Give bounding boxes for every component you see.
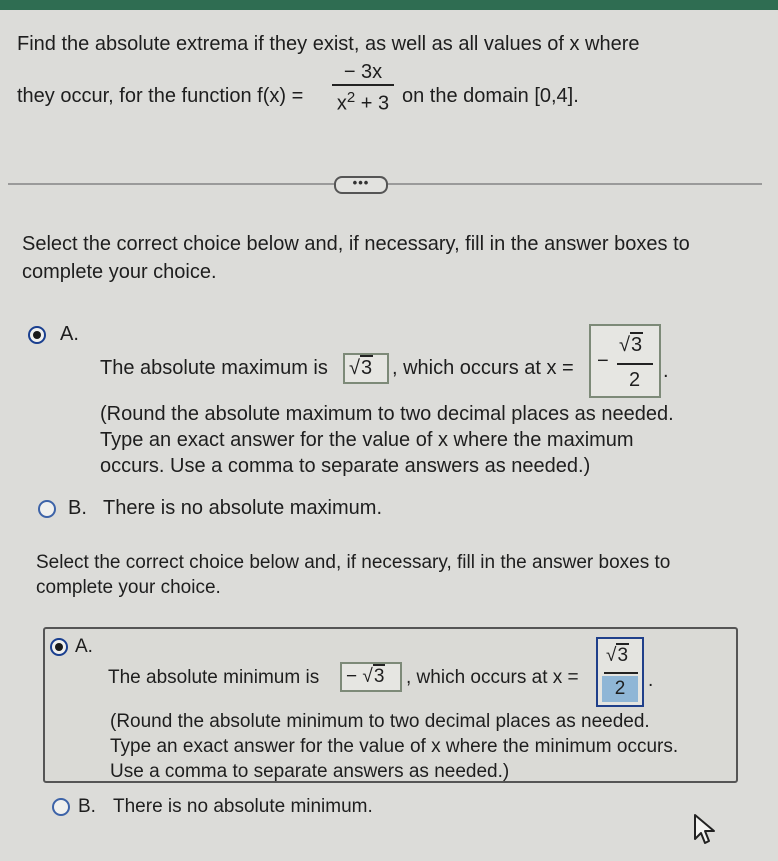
max-answer-prefix: The absolute maximum is [100,357,328,379]
min-instruction-line-1: Select the correct choice below and, if necessary, fill in the answer boxes to [36,552,671,573]
sqrt-icon: √ [362,666,373,687]
max-x-fraction-bar [617,363,653,365]
min-x-input[interactable] [596,637,644,707]
min-option-b-text[interactable]: There is no absolute minimum. [113,796,373,817]
min-option-a-label: A. [75,636,93,657]
min-note-line-2: Type an exact answer for the value of x where the minimum occurs. [110,736,679,757]
question-line-2-suffix: on the domain [0,4]. [402,85,579,107]
max-note-line-1: (Round the absolute maximum to two decimal places as needed. [100,403,674,425]
max-note-line-3: occurs. Use a comma to separate answers as needed.) [100,455,591,477]
max-x-input[interactable] [589,324,661,398]
divider-right [384,183,762,185]
max-option-b-text[interactable]: There is no absolute maximum. [103,497,383,519]
max-instruction-line-2: complete your choice. [22,261,217,283]
min-x-fraction-bar [604,672,638,674]
min-x-suffix: . [648,670,654,691]
max-x-suffix: . [663,360,669,382]
min-value-input[interactable] [340,662,402,692]
min-note-line-3: Use a comma to separate answers as needed.) [110,761,510,782]
min-x-numerator: √3 [606,645,629,666]
top-accent-bar [0,0,778,10]
function-exponent: 2 [346,89,356,106]
function-numerator: − 3x [343,61,383,83]
min-option-b-label: B. [78,796,96,817]
sqrt-icon: √ [606,645,617,666]
function-fraction [330,60,396,116]
min-x-denominator: 2 [602,676,638,702]
sqrt-icon: √ [619,334,630,356]
max-value-input[interactable] [343,353,389,384]
max-instruction-line-1: Select the correct choice below and, if necessary, fill in the answer boxes to [22,233,690,255]
max-option-b-label: B. [68,497,87,519]
mouse-pointer-icon [692,812,722,846]
min-value-sign: − [346,666,358,687]
max-x-sign: − [597,350,609,372]
max-x-numerator: √3 [619,334,643,356]
max-option-a-radio[interactable] [28,326,46,344]
divider-left [8,183,334,185]
question-line-2-prefix: they occur, for the function f(x) = [17,85,304,107]
function-denominator: $x^2 + 3$ [336,89,390,115]
max-x-denominator: 2 [629,369,641,391]
sqrt-icon: √ [349,357,360,379]
max-note-line-2: Type an exact answer for the value of x where the maximum [100,429,634,451]
max-option-a-label: A. [60,323,79,345]
question-line-1: Find the absolute extrema if they exist, as well as all values of x where [17,33,640,55]
min-answer-mid: , which occurs at x = [406,667,579,688]
min-note-line-1: (Round the absolute minimum to two decimal places as needed. [110,711,650,732]
min-option-a-radio[interactable] [50,638,68,656]
min-value-radicand: 3 [373,666,385,687]
expand-button[interactable]: ••• [334,176,388,194]
max-value-radicand: 3 [360,357,373,379]
max-option-b-radio[interactable] [38,500,56,518]
min-instruction-line-2: complete your choice. [36,577,221,598]
max-answer-mid: , which occurs at x = [392,357,574,379]
min-option-b-radio[interactable] [52,798,70,816]
min-answer-prefix: The absolute minimum is [108,667,320,688]
